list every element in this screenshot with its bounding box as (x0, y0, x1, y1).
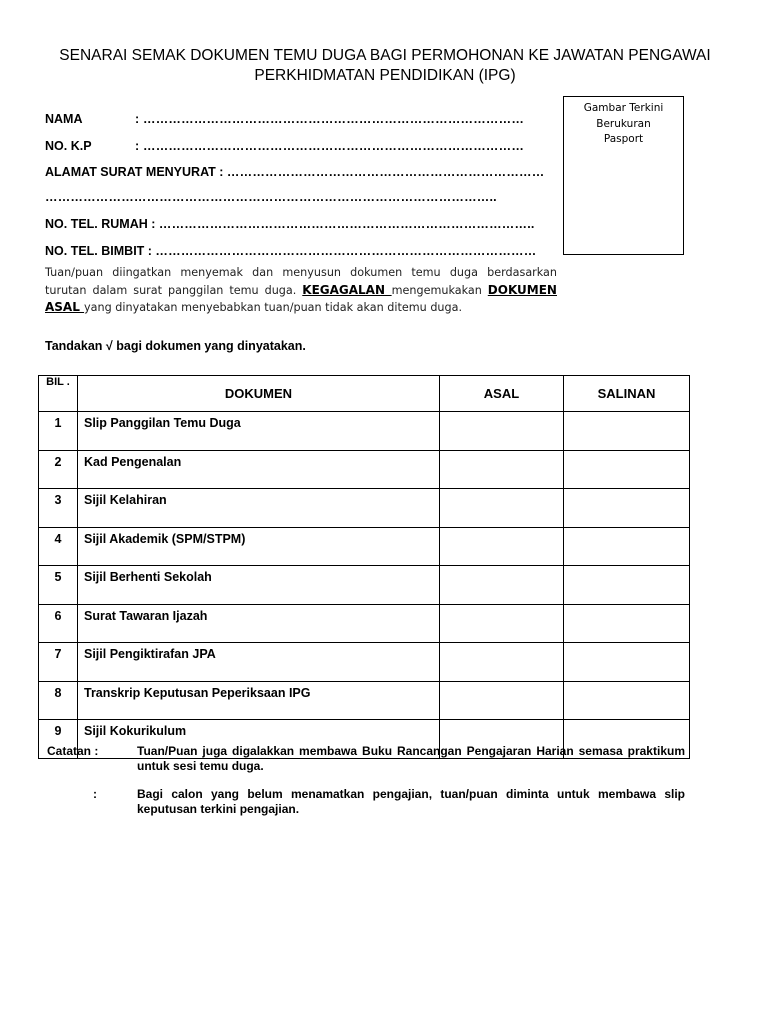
notes-label: Catatan : (47, 744, 99, 758)
row-document: Sijil Kelahiran (78, 489, 440, 528)
document-checklist-table (38, 375, 690, 759)
photo-box-line-2: Berukuran (596, 117, 651, 130)
row-salinan-checkbox[interactable] (564, 643, 690, 682)
table-row (39, 489, 690, 528)
row-asal-checkbox[interactable] (440, 412, 564, 451)
notice-part-2: mengemukakan (391, 283, 488, 297)
row-number: 4 (39, 527, 78, 566)
field-nokp (45, 139, 524, 153)
notice-dokumen-asal: DOKUMEN ASAL (45, 282, 557, 314)
field-nokp-label: NO. K.P (45, 139, 92, 153)
row-document: Sijil Pengiktirafan JPA (78, 643, 440, 682)
row-asal-checkbox[interactable] (440, 681, 564, 720)
notice-part-3: yang dinyatakan menyebabkan tuan/puan tidak akan ditemu duga. (84, 301, 463, 314)
title-line-1: SENARAI SEMAK DOKUMEN TEMU DUGA BAGI PERMOHONAN KE JAWATAN PENGAWAI (59, 47, 711, 64)
field-nama-label: NAMA (45, 112, 83, 126)
table-row (39, 643, 690, 682)
header-dokumen: DOKUMEN (78, 376, 440, 412)
row-number: 7 (39, 643, 78, 682)
table-row (39, 450, 690, 489)
field-tel-bimbit (45, 244, 536, 258)
field-tel-rumah-dots: …………………………………………………………………………….. (158, 217, 535, 231)
row-salinan-checkbox[interactable] (564, 527, 690, 566)
row-document: Sijil Akademik (SPM/STPM) (78, 527, 440, 566)
table-row (39, 527, 690, 566)
photo-box-line-3: Pasport (603, 133, 644, 145)
row-document: Kad Pengenalan (78, 450, 440, 489)
field-tel-bimbit-label: NO. TEL. BIMBIT : (45, 244, 156, 258)
field-nokp-dots: : ……………………………………………………………………………… (135, 139, 525, 153)
field-alamat (45, 165, 544, 179)
field-tel-rumah-label: NO. TEL. RUMAH : (45, 217, 159, 231)
row-asal-checkbox[interactable] (440, 604, 564, 643)
passport-photo-box (563, 96, 684, 255)
header-asal: ASAL (440, 376, 564, 412)
field-tel-rumah (45, 217, 535, 231)
row-asal-checkbox[interactable] (440, 489, 564, 528)
row-document: Slip Panggilan Temu Duga (78, 412, 440, 451)
row-number: 1 (39, 412, 78, 451)
field-alamat-dots: ………………………………………………………………… (226, 165, 545, 179)
row-document: Surat Tawaran Ijazah (78, 604, 440, 643)
field-nama-dots: : ……………………………………………………………………………… (135, 112, 525, 126)
notice-part-1: Tuan/puan diingatkan menyemak dan menyusun dokumen temu duga berdasarkan turutan dalam surat panggilan temu duga. (45, 266, 557, 297)
header-bil: BIL . (39, 376, 78, 412)
notes-colon: : (93, 787, 97, 801)
instruction-text: Tandakan √ bagi dokumen yang dinyatakan. (45, 339, 306, 353)
notice-kegagalan: KEGAGALAN (302, 282, 392, 297)
notice-paragraph (45, 265, 557, 317)
header-salinan: SALINAN (564, 376, 690, 412)
field-tel-bimbit-dots: ……………………………………………………………………………… (155, 244, 537, 258)
photo-box-line-1: Gambar Terkini (583, 102, 664, 114)
field-alamat-label: ALAMAT SURAT MENYURAT : (45, 165, 227, 179)
row-asal-checkbox[interactable] (440, 566, 564, 605)
row-number: 3 (39, 489, 78, 528)
row-document: Transkrip Keputusan Peperiksaan IPG (78, 681, 440, 720)
row-number: 5 (39, 566, 78, 605)
document-title (40, 46, 730, 86)
row-number: 8 (39, 681, 78, 720)
row-salinan-checkbox[interactable] (564, 604, 690, 643)
row-number: 6 (39, 604, 78, 643)
table-row (39, 566, 690, 605)
row-salinan-checkbox[interactable] (564, 412, 690, 451)
note-1: Tuan/Puan juga digalakkan membawa Buku Rancangan Pengajaran Harian semasa praktikum untuk sesi temu duga. (137, 744, 685, 773)
table-row (39, 604, 690, 643)
row-asal-checkbox[interactable] (440, 450, 564, 489)
table-row (39, 412, 690, 451)
table-row (39, 681, 690, 720)
row-number: 2 (39, 450, 78, 489)
note-2: Bagi calon yang belum menamatkan pengajian, tuan/puan diminta untuk membawa slip keputusan terkini pengajian. (137, 787, 685, 816)
title-line-2: PERKHIDMATAN PENDIDIKAN (IPG) (254, 67, 516, 84)
field-alamat-line-2-dots: …………………………………………………………………………………………….. (45, 190, 497, 204)
row-document: Sijil Kokurikulum (78, 720, 440, 759)
row-asal-checkbox[interactable] (440, 527, 564, 566)
field-alamat-line-2 (45, 190, 497, 204)
row-salinan-checkbox[interactable] (564, 566, 690, 605)
row-number: 9 (39, 720, 78, 759)
field-nama (45, 112, 524, 126)
row-salinan-checkbox[interactable] (564, 489, 690, 528)
row-asal-checkbox[interactable] (440, 643, 564, 682)
row-document: Sijil Berhenti Sekolah (78, 566, 440, 605)
row-salinan-checkbox[interactable] (564, 450, 690, 489)
table-header-row (39, 376, 690, 412)
row-salinan-checkbox[interactable] (564, 681, 690, 720)
